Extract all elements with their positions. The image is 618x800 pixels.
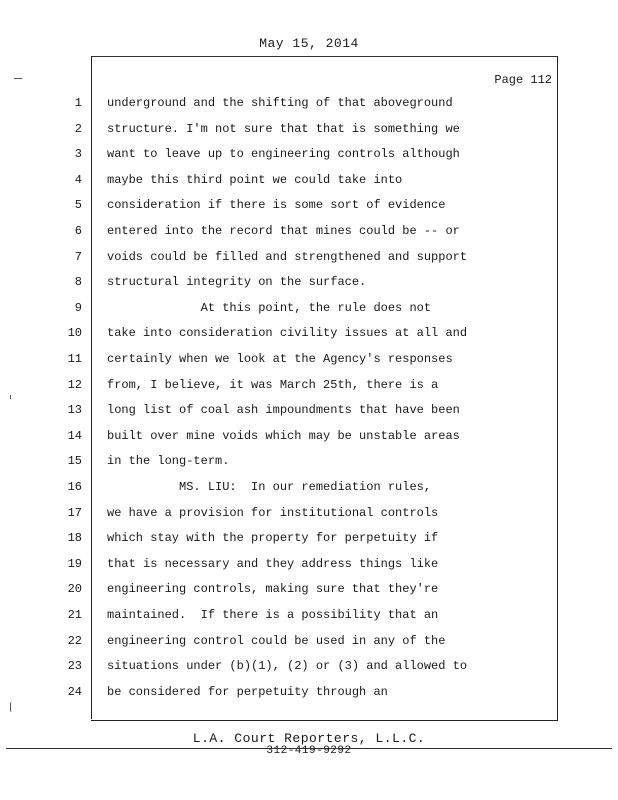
line-number: 17 [67,505,82,520]
transcript-line: underground and the shifting of that aboveground [107,96,453,110]
transcript-line: MS. LIU: In our remediation rules, [107,480,432,494]
line-number: 12 [67,377,82,392]
scan-mark [14,78,22,79]
line-number: 8 [74,275,82,290]
transcript-line: voids could be filled and strengthened and support [107,249,468,264]
line-number: 24 [67,684,82,699]
line-number: 7 [74,249,82,264]
transcript-line: engineering controls, making sure that they're [107,582,439,597]
transcript-line: entered into the record that mines could be -- or [107,224,460,238]
transcript-line: certainly when we look at the Agency's responses [107,352,453,366]
transcript-line: that is necessary and they address things like [107,556,439,571]
line-number: 1 [74,96,82,110]
line-number: 14 [67,428,82,443]
line-number: 15 [67,454,82,469]
transcript-line: be considered for perpetuity through an [107,684,388,699]
transcript-line: consideration if there is some sort of evidence [107,198,446,213]
line-number: 11 [67,352,82,366]
transcript-line: in the long-term. [107,454,230,469]
transcript-line: from, I believe, it was March 25th, there is a [107,377,439,392]
line-number: 4 [74,172,82,187]
transcript-line: structure. I'm not sure that that is something we [107,121,460,136]
line-number: 3 [74,147,82,162]
line-number: 18 [67,531,82,546]
transcript-line: which stay with the property for perpetuity if [107,531,439,546]
line-number: 16 [67,480,82,494]
transcript-line: situations under (b)(1), (2) or (3) and allowed to [107,659,468,674]
reporter-phone: 312-419-9292 [266,745,352,757]
transcript-line: At this point, the rule does not [107,300,432,315]
page-number: Page 112 [494,73,552,87]
line-number: 2 [74,121,82,136]
transcript-line: we have a provision for institutional controls [107,505,439,520]
line-number: 10 [67,326,82,341]
line-number: 21 [67,608,82,622]
transcript-line: built over mine voids which may be unstable areas [107,428,460,443]
reporter-name: L.A. Court Reporters, L.L.C. [192,731,426,746]
line-number: 5 [74,198,82,213]
line-number-gutter-rule [91,56,92,719]
transcript-line: take into consideration civility issues at all and [107,326,468,341]
scan-mark [10,702,14,712]
line-number: 20 [67,582,82,597]
transcript-line: long list of coal ash impoundments that have been [107,403,460,418]
transcript-line: structural integrity on the surface. [107,275,367,290]
line-number: 22 [67,633,82,648]
transcript-line: engineering control could be used in any of the [107,633,446,648]
line-number: 23 [67,659,82,674]
transcript-date: May 15, 2014 [259,36,359,51]
transcript-line: maybe this third point we could take into [107,172,403,187]
line-number: 19 [67,556,82,571]
scan-mark [10,395,11,399]
line-number: 6 [74,224,82,238]
transcript-line: maintained. If there is a possibility that an [107,608,439,622]
transcript-line: want to leave up to engineering controls although [107,147,460,162]
line-number: 9 [74,300,82,315]
line-number: 13 [67,403,82,418]
